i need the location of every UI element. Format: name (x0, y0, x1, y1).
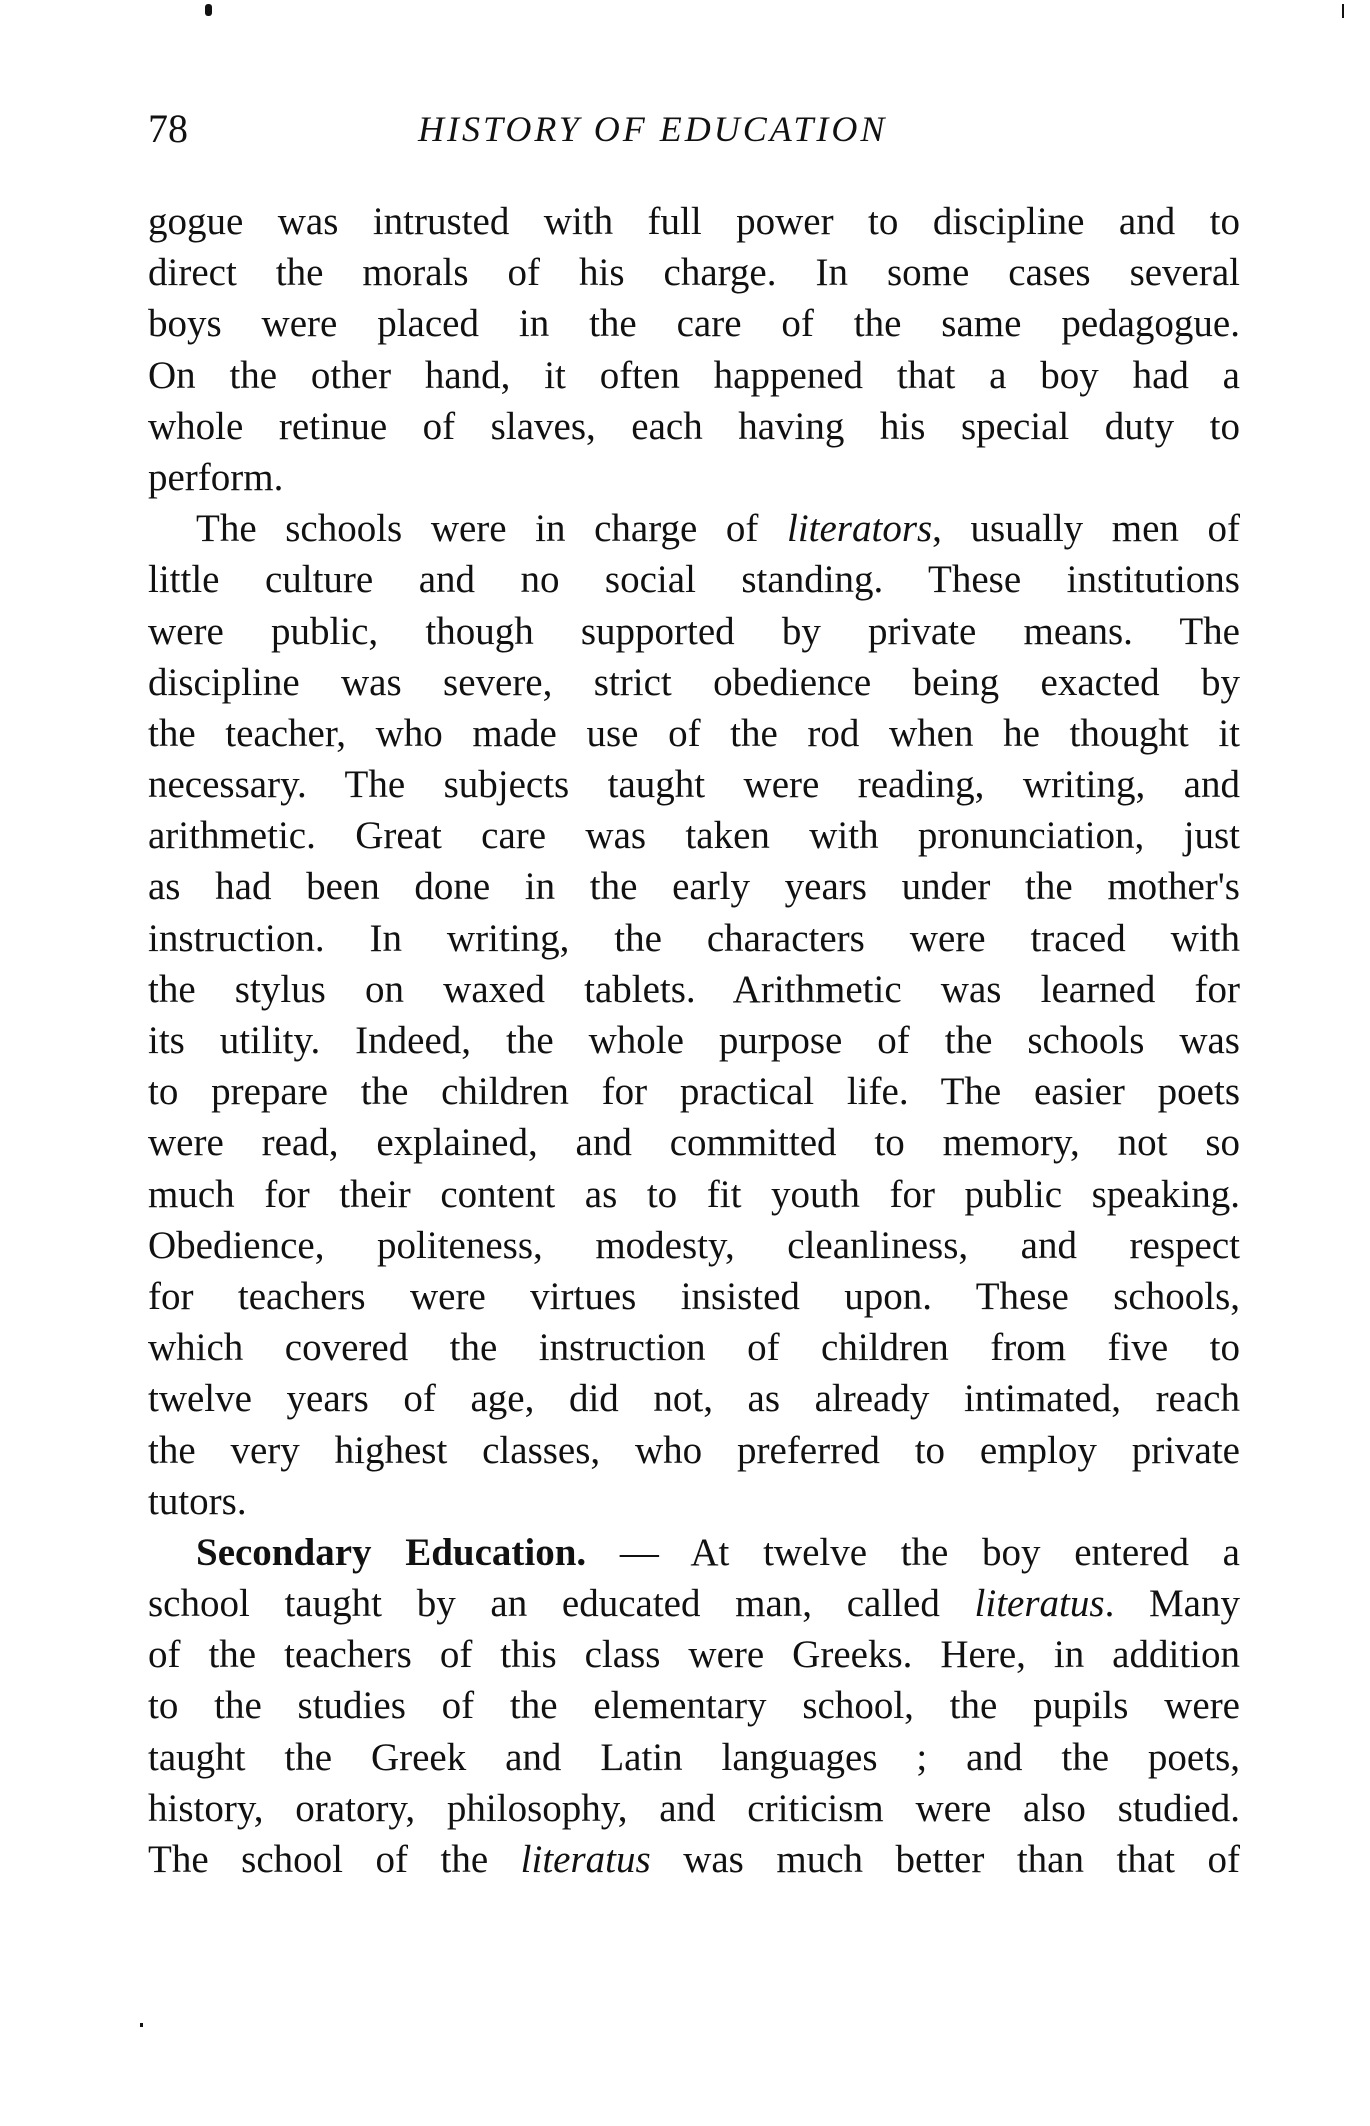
running-head (148, 104, 1240, 154)
scan-speck (140, 2023, 143, 2027)
text-line: direct the morals of his charge. In some cases several (148, 251, 1240, 295)
text-line: the very highest classes, who preferred to employ private (148, 1428, 1240, 1472)
text-line: The school of the literatus was much better than that of (148, 1838, 1240, 1881)
text-line: Secondary Education. — At twelve the boy entered a (196, 1530, 1240, 1574)
running-title: HISTORY OF EDUCATION (418, 109, 888, 149)
text-line: its utility. Indeed, the whole purpose of the schools was (148, 1019, 1240, 1062)
text-line: On the other hand, it often happened that a boy had a (148, 353, 1240, 397)
text-line: much for their content as to fit youth for public speaking. (148, 1172, 1240, 1216)
text-line: tutors. (148, 1479, 247, 1523)
section-heading: Secondary Education. (196, 1530, 587, 1574)
italic-term: literatus (520, 1838, 651, 1881)
italic-term: literatus (974, 1582, 1105, 1626)
text-line: to the studies of the elementary school, the pupils were (148, 1684, 1240, 1728)
text-line: to prepare the children for practical life. The easier poets (148, 1070, 1240, 1114)
text-line: arithmetic. Great care was taken with pronunciation, just (148, 814, 1240, 858)
body-text (148, 196, 1240, 1885)
page-number: 78 (148, 106, 188, 151)
text-line: as had been done in the early years under the mother's (148, 865, 1240, 909)
text-line: the stylus on waxed tablets. Arithmetic was learned for (148, 967, 1240, 1011)
text-line: perform. (148, 455, 284, 499)
text-line: Obedience, politeness, modesty, cleanliness, and respect (148, 1223, 1240, 1267)
scan-speck (1342, 4, 1344, 18)
text-line: The schools were in charge of literators, usually men of (196, 507, 1240, 551)
text-line: the teacher, who made use of the rod when he thought it (148, 711, 1240, 755)
text-line: gogue was intrusted with full power to discipline and to (148, 200, 1240, 243)
text-line: taught the Greek and Latin languages ; and the poets, (148, 1735, 1240, 1779)
text-line: which covered the instruction of children from five to (148, 1326, 1240, 1370)
text-line: twelve years of age, did not, as already intimated, reach (148, 1377, 1240, 1421)
italic-term: literators (786, 507, 933, 551)
text-line: were read, explained, and committed to memory, not so (148, 1121, 1240, 1165)
text-line: discipline was severe, strict obedience being exacted by (148, 660, 1240, 704)
text-line: were public, though supported by private means. The (148, 609, 1240, 653)
text-line: instruction. In writing, the characters were traced with (148, 916, 1240, 960)
scan-speck (205, 4, 212, 16)
text-line: whole retinue of slaves, each having his special duty to (148, 404, 1240, 448)
text-line: of the teachers of this class were Greeks. Here, in addition (148, 1633, 1240, 1677)
text-line: boys were placed in the care of the same pedagogue. (148, 302, 1240, 346)
text-line: school taught by an educated man, called literatus. Many (148, 1582, 1240, 1626)
text-line: necessary. The subjects taught were reading, writing, and (148, 763, 1240, 807)
text-line: for teachers were virtues insisted upon. These schools, (148, 1274, 1240, 1318)
text-line: history, oratory, philosophy, and criticism were also studied. (148, 1786, 1240, 1830)
text-line: little culture and no social standing. These institutions (148, 558, 1240, 602)
